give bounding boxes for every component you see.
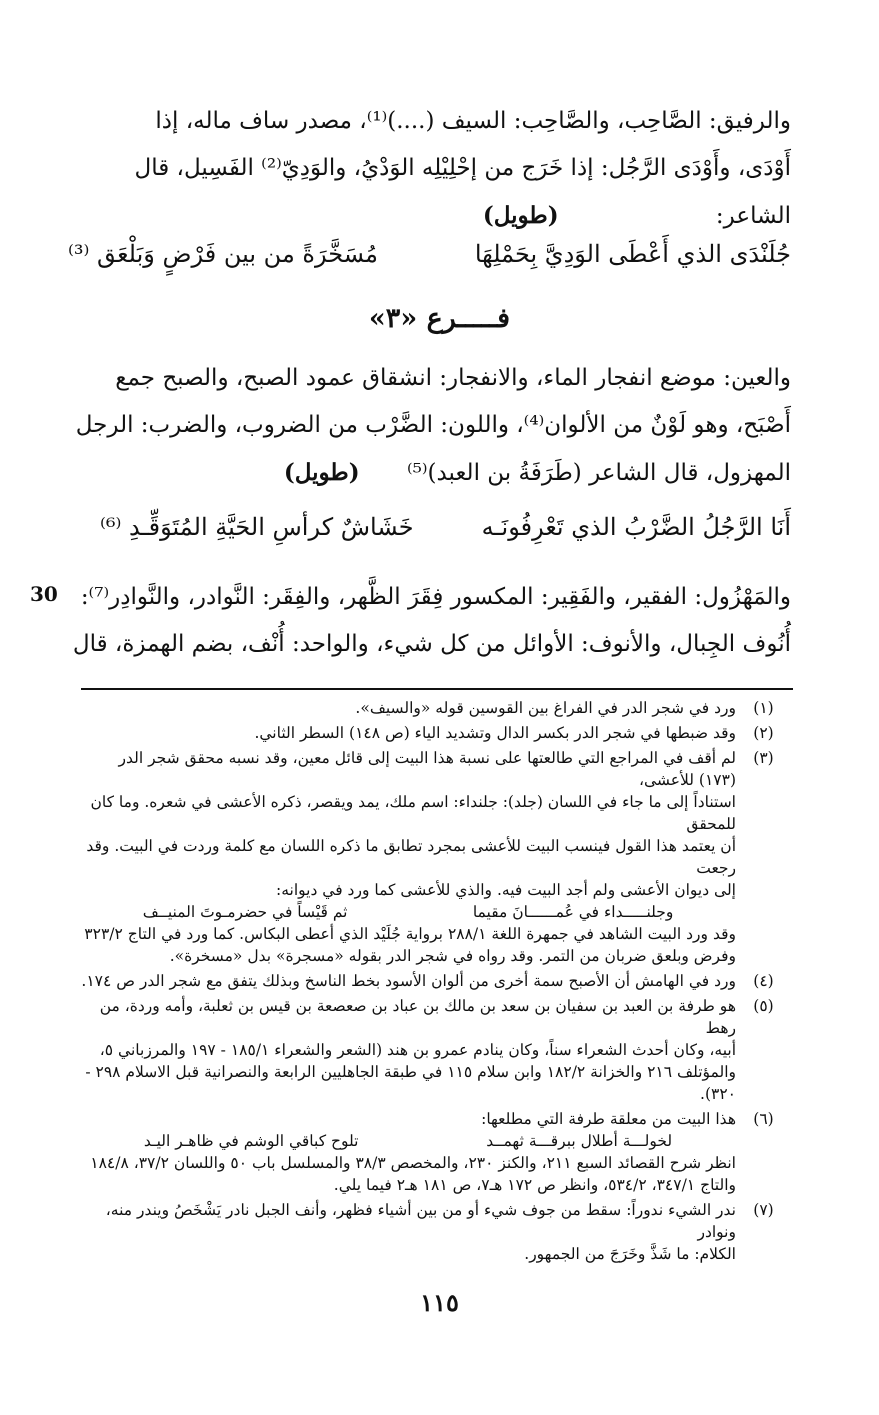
verse-hemistich: أَنَا الرَّجُلُ الضَّرْبُ الذي تَعْرِفُونَـه <box>481 513 791 541</box>
main-text-block <box>30 98 791 240</box>
verse-hemistich: جُلَنْدَى الذي أَعْطَى الوَدِيَّ بِحَمْلِهَا <box>474 240 791 268</box>
main-text-block <box>30 355 791 497</box>
text-line: والعين: موضع انفجار الماء، والانفجار: انشقاق عمود الصبح، والصبح جمع <box>115 365 791 391</box>
footnote-line: الكلام: ما شَذَّ وخَرَجَ من الجمهور. <box>524 1245 736 1263</box>
footnote-text <box>80 995 736 1105</box>
footnote-line: لم أقف في المراجع التي طالعتها على نسبة هذا البيت إلى قائل معين، وقد نسبه محقق شجر الدر (١٧٣) للأعشى، <box>118 749 736 789</box>
footnote <box>80 722 791 744</box>
text-line: أَوْدَى، وأَوْدَى الرَّجُل: إذا خَرَج من إحْلِيْلِه الوَدْيُ، والوَدِيّ⁽²⁾ الفَسِيل، قال <box>134 155 791 181</box>
text-line-start: الشاعر: <box>715 203 791 229</box>
text-line-start: المهزول، قال الشاعر (طَرَفَةُ بن العبد)⁽⁵⁾ <box>406 460 791 486</box>
footnote-line: والمؤتلف ٢١٦ والخزانة ١٨٢/٢ وابن سلام ١١٥ في طبقة الجاهليين الرابعة والنصرانية قبل الاسلام ٢٩٨ - <box>85 1063 736 1081</box>
text-line: أَصْبَح، وهو لَوْنٌ من الألوان⁽⁴⁾، واللون: الضَّرْب من الضروب، والضرب: الرجل <box>75 412 791 438</box>
footnote-number: (٥) <box>753 997 774 1015</box>
footnote-line: إلى ديوان الأعشى ولم أجد البيت فيه. والذي للأعشى كما ورد في ديوانه: <box>276 881 736 899</box>
footnote-number: (١) <box>753 699 774 717</box>
footnote-number: (٢) <box>753 724 774 742</box>
footnote-text <box>80 747 736 967</box>
footnote-text <box>80 970 736 992</box>
footnote-line: وفرض وبلعق ضربان من التمر. وقد رواه في شجر الدر بقوله «مسجرة» بدل «مسخرة». <box>169 947 736 965</box>
footnote <box>80 697 791 719</box>
footnote-separator <box>81 688 793 690</box>
footnotes <box>80 697 791 1268</box>
footnote-line: ٣٢٠). <box>700 1085 736 1103</box>
footnote-line: أبيه، وكان أحدث الشعراء سناً، وكان ينادم عمرو بن هند (الشعر والشعراء ١٨٥/١ - ١٩٧ والمرزباني ٥، <box>99 1041 736 1059</box>
margin-line-number: 30 <box>30 582 58 606</box>
page-number: ١١٥ <box>420 1288 459 1317</box>
footnote-verse <box>80 901 736 923</box>
footnote-line: استناداً إلى ما جاء في اللسان (جلد): جلنداء: اسم ملك، يمد ويقصر، ذكره الأعشى في شعره. وما كان للمحقق <box>90 793 736 833</box>
text-line: أُنُوف الجِبال، والأنوف: الأوائل من كل شيء، والواحد: أُنْف، بضم الهمزة، قال <box>72 631 791 657</box>
footnote <box>80 747 791 967</box>
meter-label: (طويل) <box>283 459 360 486</box>
footnote-number: (٦) <box>753 1110 774 1128</box>
footnote <box>80 995 791 1105</box>
footnote-number: (٣) <box>753 749 774 767</box>
verse-hemistich: مُسَخَّرَةً من بين فَرْضٍ وَبَلْعَق ⁽³⁾ <box>68 240 378 268</box>
footnote <box>80 1108 791 1196</box>
footnote-line: والتاج ٣٤٧/١، ٥٣٤/٢، وانظر ص ١٧٢ هـ٧، ص ١٨١ هـ٢ فيما يلي. <box>333 1176 736 1194</box>
text-line <box>30 192 791 240</box>
poetry-verse <box>68 240 791 268</box>
poetry-verse <box>100 513 791 541</box>
footnote-text <box>80 697 736 719</box>
text-line: والرفيق: الصَّاحِب، والصَّاحِب: السيف (....)⁽¹⁾، مصدر ساف ماله، إذا <box>155 108 791 134</box>
verse-hemistich: وجلنـــــداء في عُمــــــانَ مقيما <box>472 903 674 921</box>
footnote-text <box>80 1199 736 1265</box>
verse-hemistich: لخولـــة أطلال ببرقـــة ثهمــد <box>486 1132 673 1150</box>
meter-label: (طويل) <box>482 202 559 229</box>
footnote-verse <box>80 1130 736 1152</box>
footnote-line: ندر الشيء ندوراً: سقط من جوف شيء أو من بين أشياء فظهر، وأنف الجبل نادر يَشْخَصُ ويندر منه، ونوادر <box>105 1201 736 1241</box>
footnote-number: (٤) <box>753 972 774 990</box>
footnote-line: أن يعتمد هذا القول فينسب البيت للأعشى بمجرد تطابق ما ذكره اللسان مع كلمة وردت في البيت. وقد رجعت <box>86 837 736 877</box>
text-line <box>30 449 791 497</box>
section-heading: فـــــرع «٣» <box>368 303 511 334</box>
text-line: والمَهْزُول: الفقير، والفَقِير: المكسور فِقَرَ الظَّهر، والفِقَر: النَّوادر، والنَّوادِر⁽⁷⁾: <box>80 584 791 610</box>
footnote-line: ورد في الهامش أن الأصبح سمة أخرى من ألوان الأسود بخط الناسخ وبذلك يتفق مع شجر الدر ص ١٧٤. <box>81 972 736 990</box>
footnote <box>80 970 791 992</box>
footnote-line: هو طرفة بن العبد بن سفيان بن سعد بن مالك بن عباد بن صعصعة بن قيس بن ثعلبة، وأمه وردة، من رهط <box>99 997 736 1037</box>
footnote-text <box>80 722 736 744</box>
footnote-number: (٧) <box>753 1201 774 1219</box>
verse-hemistich: خَشَاشٌ كرأسِ الحَيَّةِ المُتَوَقِّـدِ ⁽⁶⁾ <box>100 513 414 541</box>
footnote-line: هذا البيت من معلقة طرفة التي مطلعها: <box>481 1110 736 1128</box>
footnote-line: وقد ضبطها في شجر الدر بكسر الدال وتشديد الياء (ص ١٤٨) السطر الثاني. <box>254 724 736 742</box>
verse-hemistich: ثم قَيْساً في حضرمـوتَ المنيــف <box>142 903 348 921</box>
footnote-line: انظر شرح القصائد السبع ٢١١، والكنز ٢٣٠، والمخصص ٣٨/٣ والمسلسل باب ٥٠ واللسان ٣٧/٢، ١٨٤/٨ <box>90 1154 736 1172</box>
verse-hemistich: تلوح كباقي الوشم في ظاهـر اليـد <box>143 1132 359 1150</box>
footnote <box>80 1199 791 1265</box>
footnote-line: ورد في شجر الدر في الفراغ بين القوسين قوله «والسيف». <box>355 699 736 717</box>
main-text-block <box>72 574 791 668</box>
footnote-line: وقد ورد البيت الشاهد في جمهرة اللغة ٢٨٨/١ برواية جُلَيْد الذي أعطى البكاس. كما ورد في التاج ٣٢٣/٢ <box>84 925 736 943</box>
footnote-text <box>80 1108 736 1196</box>
